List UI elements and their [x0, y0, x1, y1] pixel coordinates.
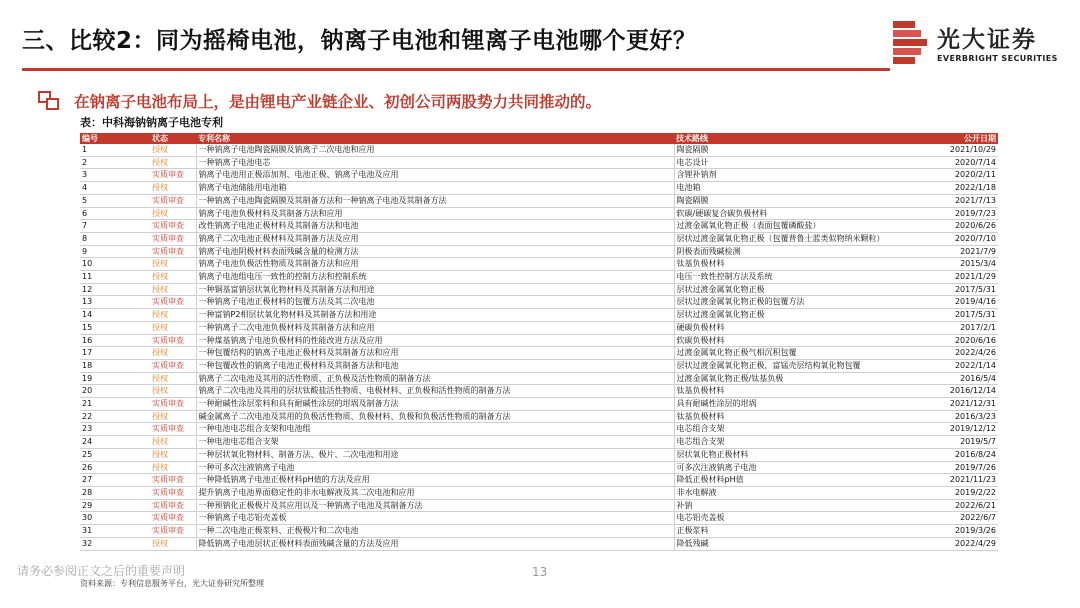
- cell-tech-route: 电池箱: [674, 182, 940, 195]
- cell-tech-route: 降低残碱: [674, 537, 940, 550]
- cell-tech-route: 层状过渡金属氧化物正极，富锰壳层结构氧化物包覆: [674, 359, 940, 372]
- title-divider: [22, 68, 890, 71]
- cell-patent-name: 钠离子电池负极活性物质及其制备方法和应用: [196, 258, 674, 271]
- cell-tech-route: 电芯设计: [674, 156, 940, 169]
- cell-tech-route: 正极浆料: [674, 525, 940, 538]
- cell-tech-route: 层状过渡金属氧化物正极: [674, 283, 940, 296]
- cell-patent-name: 一种层状氧化物材料、制备方法、极片、二次电池和用途: [196, 448, 674, 461]
- cell-publish-date: 2021/7/13: [940, 194, 998, 207]
- cell-tech-route: 过渡金属氧化物正极/钛基负极: [674, 372, 940, 385]
- cell-tech-route: 阴极表面残碱检测: [674, 245, 940, 258]
- cell-status: 授权: [150, 448, 196, 461]
- cell-status: 授权: [150, 271, 196, 284]
- cell-status: 授权: [150, 156, 196, 169]
- cell-patent-name: 一种电池电芯组合支架和电池组: [196, 423, 674, 436]
- cell-number: 12: [80, 283, 150, 296]
- cell-status: 实质审查: [150, 169, 196, 182]
- cell-status: 授权: [150, 372, 196, 385]
- cell-publish-date: 2020/6/16: [940, 334, 998, 347]
- table-row: [80, 182, 998, 195]
- cell-number: 25: [80, 448, 150, 461]
- column-header-tech-route: 技术路线: [674, 133, 940, 144]
- table-row: [80, 486, 998, 499]
- cell-number: 3: [80, 169, 150, 182]
- cell-publish-date: 2020/2/11: [940, 169, 998, 182]
- cell-tech-route: 层状过渡金属氧化物正极（包覆普鲁士蓝类似物纳米颗粒）: [674, 232, 940, 245]
- cell-status: 授权: [150, 347, 196, 360]
- cell-publish-date: 2020/6/26: [940, 220, 998, 233]
- cell-patent-name: 钠离子电池组电压一致性的控制方法和控制系统: [196, 271, 674, 284]
- cell-number: 30: [80, 512, 150, 525]
- table-row: [80, 245, 998, 258]
- cell-publish-date: 2020/7/14: [940, 156, 998, 169]
- cell-number: 23: [80, 423, 150, 436]
- cell-publish-date: 2019/3/26: [940, 525, 998, 538]
- table-row: [80, 423, 998, 436]
- table-body: [80, 144, 998, 550]
- cell-patent-name: 一种耐碱性涂层浆料和具有耐碱性涂层的坩埚及制备方法: [196, 398, 674, 411]
- cell-tech-route: 软碳负极材料: [674, 334, 940, 347]
- cell-status: 授权: [150, 321, 196, 334]
- cell-tech-route: 钛基负极材料: [674, 385, 940, 398]
- cell-publish-date: 2019/12/12: [940, 423, 998, 436]
- table-row: [80, 296, 998, 309]
- table-row: [80, 321, 998, 334]
- cell-status: 实质审查: [150, 398, 196, 411]
- cell-patent-name: 钠离子二次电池及其用的活性物质、正负极及活性物质的制备方法: [196, 372, 674, 385]
- cell-tech-route: 钛基负极材料: [674, 258, 940, 271]
- cell-number: 17: [80, 347, 150, 360]
- bullet-squares-icon: [38, 91, 60, 111]
- cell-status: 实质审查: [150, 486, 196, 499]
- cell-publish-date: 2022/6/21: [940, 499, 998, 512]
- cell-number: 11: [80, 271, 150, 284]
- cell-status: 实质审查: [150, 232, 196, 245]
- cell-patent-name: 提升钠离子电池界面稳定性的非水电解液及其二次电池和应用: [196, 486, 674, 499]
- cell-patent-name: 一种铜基富钠层状氧化物材料及其制备方法和用途: [196, 283, 674, 296]
- cell-publish-date: 2017/5/31: [940, 309, 998, 322]
- cell-publish-date: 2016/3/23: [940, 410, 998, 423]
- cell-patent-name: 钠离子二次电池及其用的层状钛酸盐活性物质、电极材料、正负极和活性物质的制备方法: [196, 385, 674, 398]
- cell-tech-route: 软碳/硬碳复合碳负极材料: [674, 207, 940, 220]
- cell-number: 19: [80, 372, 150, 385]
- cell-publish-date: 2016/12/14: [940, 385, 998, 398]
- cell-number: 22: [80, 410, 150, 423]
- cell-number: 24: [80, 436, 150, 449]
- disclaimer-footer: 请务必参阅正文之后的重要声明: [17, 564, 186, 578]
- table-row: [80, 512, 998, 525]
- cell-tech-route: 电芯铝壳盖板: [674, 512, 940, 525]
- cell-publish-date: 2019/2/22: [940, 486, 998, 499]
- cell-tech-route: 层状过渡金属氧化物正极: [674, 309, 940, 322]
- cell-status: 实质审查: [150, 359, 196, 372]
- cell-patent-name: 一种钠离子电池正极材料的包覆方法及其二次电池: [196, 296, 674, 309]
- cell-number: 18: [80, 359, 150, 372]
- everbright-logo-icon: [893, 21, 927, 65]
- cell-tech-route: 层状氧化物正极材料: [674, 448, 940, 461]
- cell-publish-date: 2022/1/14: [940, 359, 998, 372]
- cell-tech-route: 层状过渡金属氧化物正极的包覆方法: [674, 296, 940, 309]
- cell-number: 32: [80, 537, 150, 550]
- table-row: [80, 359, 998, 372]
- cell-tech-route: 钛基负极材料: [674, 410, 940, 423]
- cell-tech-route: 可多次注液钠离子电池: [674, 461, 940, 474]
- cell-publish-date: 2022/1/18: [940, 182, 998, 195]
- cell-patent-name: 碱金属离子二次电池及其用的负极活性物质、负极材料、负极和负极活性物质的制备方法: [196, 410, 674, 423]
- table-row: [80, 156, 998, 169]
- table-row: [80, 309, 998, 322]
- cell-publish-date: 2021/1/29: [940, 271, 998, 284]
- cell-publish-date: 2021/11/23: [940, 474, 998, 487]
- cell-number: 10: [80, 258, 150, 271]
- cell-status: 实质审查: [150, 220, 196, 233]
- table-row: [80, 461, 998, 474]
- cell-number: 13: [80, 296, 150, 309]
- cell-status: 授权: [150, 309, 196, 322]
- cell-publish-date: 2016/8/24: [940, 448, 998, 461]
- table-row: [80, 194, 998, 207]
- cell-tech-route: 过渡金属氧化物正极（表面包覆磷酸盐）: [674, 220, 940, 233]
- cell-publish-date: 2019/7/23: [940, 207, 998, 220]
- cell-tech-route: 非水电解液: [674, 486, 940, 499]
- cell-patent-name: 一种富钠P2相层状氧化物材料及其制备方法和用途: [196, 309, 674, 322]
- cell-status: 授权: [150, 385, 196, 398]
- cell-number: 16: [80, 334, 150, 347]
- cell-number: 31: [80, 525, 150, 538]
- cell-publish-date: 2019/5/7: [940, 436, 998, 449]
- column-header-number: 编号: [80, 133, 150, 144]
- cell-patent-name: 一种钠离子电池电芯: [196, 156, 674, 169]
- cell-number: 6: [80, 207, 150, 220]
- cell-status: 实质审查: [150, 499, 196, 512]
- cell-tech-route: 电芯组合支架: [674, 423, 940, 436]
- column-header-status: 状态: [150, 133, 196, 144]
- table-row: [80, 144, 998, 156]
- cell-number: 26: [80, 461, 150, 474]
- page-title: 三、比较2：同为摇椅电池，钠离子电池和锂离子电池哪个更好？: [22, 28, 697, 54]
- cell-tech-route: 硬碳负极材料: [674, 321, 940, 334]
- table-row: [80, 232, 998, 245]
- key-point-text: 在钠离子电池布局上，是由锂电产业链企业、初创公司两股势力共同推动的。: [74, 93, 602, 111]
- table-row: [80, 385, 998, 398]
- cell-tech-route: 补钠: [674, 499, 940, 512]
- cell-status: 授权: [150, 410, 196, 423]
- cell-number: 28: [80, 486, 150, 499]
- cell-patent-name: 一种降低钠离子电池正极材料pH值的方法及应用: [196, 474, 674, 487]
- cell-number: 8: [80, 232, 150, 245]
- cell-status: 实质审查: [150, 512, 196, 525]
- cell-number: 2: [80, 156, 150, 169]
- cell-publish-date: 2017/5/31: [940, 283, 998, 296]
- table-header-row: [80, 133, 998, 144]
- cell-number: 27: [80, 474, 150, 487]
- cell-patent-name: 钠离子二次电池正极材料及其制备方法及应用: [196, 232, 674, 245]
- cell-status: 授权: [150, 182, 196, 195]
- table-row: [80, 436, 998, 449]
- column-header-publish-date: 公开日期: [940, 133, 998, 144]
- cell-tech-route: 电芯组合支架: [674, 436, 940, 449]
- table-row: [80, 448, 998, 461]
- table-row: [80, 334, 998, 347]
- cell-status: 授权: [150, 436, 196, 449]
- cell-publish-date: 2019/4/16: [940, 296, 998, 309]
- company-logo: [893, 17, 1073, 69]
- cell-publish-date: 2019/7/26: [940, 461, 998, 474]
- page-number: 13: [532, 565, 548, 579]
- cell-number: 15: [80, 321, 150, 334]
- cell-patent-name: 钠离子电池储能用电池箱: [196, 182, 674, 195]
- cell-tech-route: 陶瓷隔膜: [674, 194, 940, 207]
- source-note: 资料来源：专利信息服务平台，光大证券研究所整理: [80, 579, 264, 588]
- cell-status: 授权: [150, 144, 196, 156]
- column-header-patent-name: 专利名称: [196, 133, 674, 144]
- cell-patent-name: 一种煤基钠离子电池负极材料的性能改进方法及应用: [196, 334, 674, 347]
- cell-patent-name: 一种钠离子电芯铝壳盖板: [196, 512, 674, 525]
- cell-status: 授权: [150, 207, 196, 220]
- cell-number: 29: [80, 499, 150, 512]
- cell-patent-name: 一种钠离子电池陶瓷隔膜及其制备方法和一种钠离子电池及其制备方法: [196, 194, 674, 207]
- table-row: [80, 220, 998, 233]
- cell-status: 授权: [150, 537, 196, 550]
- table-row: [80, 525, 998, 538]
- logo-english-name: EVERBRIGHT SECURITIES: [937, 54, 1058, 63]
- cell-patent-name: 钠离子电池负极材料及其制备方法和应用: [196, 207, 674, 220]
- table-row: [80, 207, 998, 220]
- cell-patent-name: 一种二次电池正极浆料、正极极片和二次电池: [196, 525, 674, 538]
- cell-number: 14: [80, 309, 150, 322]
- cell-tech-route: 具有耐碱性涂层的坩埚: [674, 398, 940, 411]
- cell-status: 授权: [150, 258, 196, 271]
- cell-number: 4: [80, 182, 150, 195]
- cell-patent-name: 一种包覆结构的钠离子电池正极材料及其制备方法和应用: [196, 347, 674, 360]
- cell-status: 实质审查: [150, 245, 196, 258]
- cell-publish-date: 2022/6/7: [940, 512, 998, 525]
- table-row: [80, 258, 998, 271]
- cell-status: 实质审查: [150, 194, 196, 207]
- cell-publish-date: 2022/4/26: [940, 347, 998, 360]
- cell-number: 21: [80, 398, 150, 411]
- cell-publish-date: 2021/7/9: [940, 245, 998, 258]
- cell-patent-name: 钠离子电池用正极添加剂、电池正极、钠离子电池及应用: [196, 169, 674, 182]
- table-row: [80, 283, 998, 296]
- table-row: [80, 347, 998, 360]
- table-caption: 表：中科海钠钠离子电池专利: [80, 116, 223, 129]
- patent-table: [80, 133, 998, 551]
- cell-publish-date: 2021/10/29: [940, 144, 998, 156]
- cell-publish-date: 2021/12/31: [940, 398, 998, 411]
- cell-patent-name: 一种电池电芯组合支架: [196, 436, 674, 449]
- cell-status: 实质审查: [150, 334, 196, 347]
- cell-publish-date: 2020/7/10: [940, 232, 998, 245]
- cell-status: 实质审查: [150, 474, 196, 487]
- table-row: [80, 537, 998, 550]
- table-row: [80, 169, 998, 182]
- cell-patent-name: 一种钠离子二次电池负极材料及其制备方法和应用: [196, 321, 674, 334]
- table-row: [80, 410, 998, 423]
- table-row: [80, 398, 998, 411]
- cell-publish-date: 2022/4/29: [940, 537, 998, 550]
- cell-tech-route: 过渡金属氧化物正极气相沉积包覆: [674, 347, 940, 360]
- cell-status: 授权: [150, 283, 196, 296]
- cell-status: 授权: [150, 461, 196, 474]
- cell-number: 9: [80, 245, 150, 258]
- cell-number: 20: [80, 385, 150, 398]
- cell-tech-route: 降低正极材料pH值: [674, 474, 940, 487]
- cell-status: 实质审查: [150, 525, 196, 538]
- cell-number: 5: [80, 194, 150, 207]
- table-row: [80, 499, 998, 512]
- table-row: [80, 372, 998, 385]
- cell-status: 实质审查: [150, 423, 196, 436]
- cell-number: 7: [80, 220, 150, 233]
- logo-chinese-name: 光大证券: [937, 27, 1037, 53]
- cell-tech-route: 陶瓷隔膜: [674, 144, 940, 156]
- cell-publish-date: 2016/5/4: [940, 372, 998, 385]
- table-row: [80, 271, 998, 284]
- cell-publish-date: 2015/3/4: [940, 258, 998, 271]
- cell-patent-name: 钠离子电池阴极材料表面残碱含量的检测方法: [196, 245, 674, 258]
- cell-tech-route: 含锂补钠剂: [674, 169, 940, 182]
- cell-patent-name: 一种可多次注液钠离子电池: [196, 461, 674, 474]
- cell-status: 实质审查: [150, 296, 196, 309]
- cell-patent-name: 改性钠离子电池正极材料及其制备方法和电池: [196, 220, 674, 233]
- cell-patent-name: 一种包覆改性的钠离子电池正极材料及其制备方法和电池: [196, 359, 674, 372]
- cell-patent-name: 降低钠离子电池层状正极材料表面残碱含量的方法及应用: [196, 537, 674, 550]
- cell-patent-name: 一种钠离子电池陶瓷隔膜及钠离子二次电池和应用: [196, 144, 674, 156]
- table-row: [80, 474, 998, 487]
- cell-tech-route: 电压一致性控制方法及系统: [674, 271, 940, 284]
- cell-number: 1: [80, 144, 150, 156]
- cell-publish-date: 2017/2/1: [940, 321, 998, 334]
- cell-patent-name: 一种预钠化正极极片及其应用以及一种钠离子电池及其制备方法: [196, 499, 674, 512]
